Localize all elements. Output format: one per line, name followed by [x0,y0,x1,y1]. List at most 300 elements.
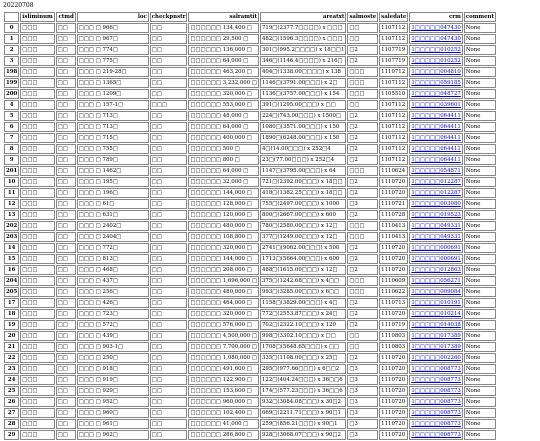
isliminum-cell: □□□ [20,56,54,66]
crm-cell[interactable] [409,364,462,374]
crm-cell[interactable] [409,419,462,429]
salmoste-cell: □2 [347,122,378,132]
crm-link[interactable]: 1□□□□□009084 [411,288,461,295]
ctmd-cell: □□ [56,45,76,55]
isliminum-cell: □□□ [20,265,54,275]
crm-link[interactable]: 1□□□□□008773 [411,376,461,383]
salmoste-cell: □□ [347,331,378,341]
ctmd-cell: □□ [56,342,76,352]
location-cell: □□□ □ 919□ [77,375,149,385]
crm-link[interactable]: 1□□□□□012863 [411,266,461,273]
comment-cell: None [464,199,496,209]
sale-date-cell: 1110728 [379,210,408,220]
table-row [4,320,496,330]
comment-cell: None [464,430,496,440]
area-cell: 932□(3084.08□□□) x 30□2 [260,397,346,407]
crm-cell[interactable] [409,430,462,440]
crm-link[interactable]: 1□□□□□010191 [411,299,461,306]
ctmd-cell: □□ [56,221,76,231]
ctmd-cell: □□ [56,254,76,264]
crm-cell[interactable] [409,100,462,110]
salmoste-cell: □2 [347,254,378,264]
sale-amount-cell: □□□□□□ 320,000 □ [188,243,259,253]
table-row [4,342,496,352]
salmoste-cell: □3 [347,419,378,429]
checkpnstr-cell: □□ [150,265,188,275]
comment-cell: None [464,188,496,198]
isliminum-cell: □□□ [20,177,54,187]
table-row [4,122,496,132]
area-cell: 721□(2392.00□□□) x 18□□ [260,177,346,187]
sale-date-cell: 1110803 [379,331,408,341]
table-row [4,419,496,429]
crm-link[interactable]: 1□□□□□008773 [411,398,461,405]
comment-cell: None [464,265,496,275]
comment-cell: None [464,210,496,220]
row-index: 19 [4,320,19,330]
salmoste-cell: □□□ [347,78,378,88]
crm-link[interactable]: 1□□□□□010252 [411,57,461,64]
area-cell: 418□(1382.25□□□) x 18□□ [260,188,346,198]
crm-link[interactable]: 1□□□□□003080 [411,200,461,207]
row-index: 4 [4,100,19,110]
salmoste-cell: □□□ [347,287,378,297]
crm-link[interactable]: 1□□□□□054871 [411,167,461,174]
area-cell: 488□(1615.00□□□) x 12□ [260,265,346,275]
area-cell: 1713□(5664.00□□□) x 600 [260,254,346,264]
crm-link[interactable]: 1□□□□□019523 [411,211,461,218]
crm-cell[interactable] [409,133,462,143]
checkpnstr-cell: □□ [150,320,188,330]
checkpnstr-cell: □□ [150,298,188,308]
salmoste-cell: □2 [347,111,378,121]
ctmd-cell: □□ [56,199,76,209]
crm-cell[interactable] [409,155,462,165]
crm-cell[interactable] [409,56,462,66]
sale-amount-cell: □□□□□□ 29,500 □ [188,34,259,44]
isliminum-cell: □□□ [20,133,54,143]
checkpnstr-cell: □□□ [150,100,188,110]
crm-link[interactable]: 1□□□□□064411 [411,123,461,130]
checkpnstr-cell: □□ [150,210,188,220]
crm-link[interactable]: 1□□□□□047430 [411,24,461,31]
area-cell: 993□(3285.00□□□) x 6□□ [260,287,346,297]
checkpnstr-cell: □□ [150,309,188,319]
crm-cell[interactable] [409,386,462,396]
crm-cell[interactable] [409,287,462,297]
crm-link[interactable]: 1□□□□□017389 [411,343,461,350]
sale-date-cell: 1110720 [379,430,408,440]
crm-cell[interactable] [409,34,462,44]
area-cell: 224□(743.00□□□) x 1500□ [260,111,346,121]
sale-date-cell: 1110720 [379,408,408,418]
sale-date-cell: 1110720 [379,188,408,198]
comment-cell: None [464,375,496,385]
checkpnstr-cell: □□ [150,122,188,132]
table-row [4,144,496,154]
sale-date-cell: 1110721 [379,199,408,209]
row-index: 203 [4,232,19,242]
salmoste-cell: □2 [347,309,378,319]
location-cell: □□□ □ 157-1□ [77,100,149,110]
crm-cell[interactable] [409,111,462,121]
crm-cell[interactable] [409,276,462,286]
location-cell: □□□ □ 715□ [77,133,149,143]
comment-cell: None [464,287,496,297]
sale-date-cell: 1107112 [379,78,408,88]
checkpnstr-cell: □□ [150,353,188,363]
table-row [4,177,496,187]
table-row [4,133,496,143]
isliminum-cell: □□□ [20,122,54,132]
isliminum-cell: □□□ [20,232,54,242]
crm-cell[interactable] [409,199,462,209]
crm-link[interactable]: 1□□□□□048727 [411,90,461,97]
table-row [4,364,496,374]
ctmd-cell: □□ [56,177,76,187]
crm-link[interactable]: 1□□□□□014038 [411,321,461,328]
crm-cell[interactable] [409,375,462,385]
data-table-container [3,11,497,441]
comment-cell: None [464,397,496,407]
crm-cell[interactable] [409,342,462,352]
sale-amount-cell: □□□□□□ 128,000 □ [188,199,259,209]
crm-cell[interactable] [409,78,462,88]
sale-amount-cell: □□□□□□ 144,000 □ [188,188,259,198]
crm-cell[interactable] [409,45,462,55]
crm-cell[interactable] [409,397,462,407]
crm-cell[interactable] [409,243,462,253]
row-index: 3 [4,56,19,66]
comment-cell: None [464,254,496,264]
data-table [3,11,497,441]
sale-date-cell: 1110803 [379,342,408,352]
isliminum-cell: □□□ [20,397,54,407]
salmoste-cell: □□ [347,100,378,110]
crm-cell[interactable] [409,298,462,308]
crm-link[interactable]: 1□□□□□056271 [411,277,461,284]
crm-link[interactable]: 1□□□□□000691 [411,255,461,262]
location-cell: □□□ □ 437□ [77,276,149,286]
crm-link[interactable]: 1□□□□□008773 [411,365,461,372]
column-header: saledate [379,12,408,22]
isliminum-cell: □□□ [20,199,54,209]
area-cell: 259□(856.21□□□) x 90□1 [260,419,346,429]
sale-amount-cell: □□□□□□ 960,000 □ [188,397,259,407]
location-cell: □□□ □ 755□ [77,144,149,154]
isliminum-cell: □□□ [20,430,54,440]
salmoste-cell: □□□ [347,232,378,242]
location-cell: □□□ □ 960□ [77,408,149,418]
sale-date-cell: 1107112 [379,155,408,165]
table-row [4,276,496,286]
sale-amount-cell: □□□□□□ 48,000 □ [188,111,259,121]
table-row [4,166,496,176]
ctmd-cell: □□ [56,397,76,407]
table-row [4,309,496,319]
table-row [4,188,496,198]
crm-cell[interactable] [409,177,462,187]
isliminum-cell: □□□ [20,287,54,297]
table-row [4,265,496,275]
row-index: 21 [4,342,19,352]
comment-cell: None [464,133,496,143]
checkpnstr-cell: □□ [150,342,188,352]
row-index: 23 [4,364,19,374]
area-cell: 772□(2553.87□□□) x 24□ [260,309,346,319]
location-cell: □□□ □ 1462□ [77,166,149,176]
row-index: 198 [4,67,19,77]
location-cell: □□□ □ 789□ [77,155,149,165]
crm-link[interactable]: 1□□□□□002260 [411,354,461,361]
comment-cell: None [464,166,496,176]
location-cell: □□□ □ 966□ [77,23,149,33]
crm-cell[interactable] [409,331,462,341]
comment-cell: None [464,342,496,352]
row-index: 22 [4,353,19,363]
ctmd-cell: □□ [56,243,76,253]
sale-date-cell: 1110720 [379,254,408,264]
location-cell: □□□ □ 1209□ [77,89,149,99]
location-cell: □□□ □ 961□ [77,419,149,429]
sale-date-cell: 1107112 [379,23,408,33]
ctmd-cell: □□ [56,78,76,88]
checkpnstr-cell: □□ [150,254,188,264]
crm-cell[interactable] [409,122,462,132]
sale-amount-cell: □□□□□□ 3,232,000 □ [188,78,259,88]
row-index: 26 [4,397,19,407]
ctmd-cell: □□ [56,100,76,110]
isliminum-cell: □□□ [20,144,54,154]
crm-cell[interactable] [409,221,462,231]
table-row [4,155,496,165]
crm-link[interactable]: 1□□□□□017389 [411,332,461,339]
ctmd-cell: □□ [56,122,76,132]
salmoste-cell: □2 [347,320,378,330]
crm-cell[interactable] [409,232,462,242]
area-cell: 755□(2497.00□□□) x 1000 [260,199,346,209]
salmoste-cell: □3 [347,430,378,440]
crm-cell[interactable] [409,408,462,418]
crm-link[interactable]: 1□□□□□008773 [411,420,461,427]
checkpnstr-cell: □□ [150,276,188,286]
crm-link[interactable]: 1□□□□□000691 [411,244,461,251]
checkpnstr-cell: □□ [150,78,188,88]
comment-cell: None [464,155,496,165]
comment-cell: None [464,56,496,66]
crm-cell[interactable] [409,144,462,154]
table-row [4,386,496,396]
crm-link[interactable]: 1□□□□□049331 [411,222,461,229]
salmoste-cell: □□ [347,34,378,44]
crm-link[interactable]: 1□□□□□012287 [411,189,461,196]
checkpnstr-cell: □□ [150,177,188,187]
crm-cell[interactable] [409,265,462,275]
sale-amount-cell: □□□□□□ 153,600 □ [188,386,259,396]
crm-link[interactable]: 1□□□□□059185 [411,79,461,86]
crm-cell[interactable] [409,188,462,198]
crm-link[interactable]: 1□□□□□008773 [411,387,461,394]
comment-cell: None [464,221,496,231]
ctmd-cell: □□ [56,408,76,418]
ctmd-cell: □□ [56,298,76,308]
location-cell: □□□ □ 468□ [77,265,149,275]
sale-date-cell: 1110720 [379,364,408,374]
location-cell: □□□ □ 426□ [77,298,149,308]
crm-link[interactable]: 1□□□□□008773 [411,409,461,416]
sale-date-cell: 1105510 [379,89,408,99]
ctmd-cell: □□ [56,331,76,341]
area-cell: 928□(3068.07□□□) x 90□2 [260,430,346,440]
area-cell: 800□(2667.00□□□) x 600 [260,210,346,220]
location-cell: □□□ □ 918□ [77,364,149,374]
salmoste-cell: □3 [347,199,378,209]
location-cell: □□□ □ 713□ [77,122,149,132]
crm-link[interactable]: 1□□□□□047430 [411,35,461,42]
checkpnstr-cell: □□ [150,67,188,77]
column-header: salramtit [188,12,259,22]
salmoste-cell: □2 [347,144,378,154]
checkpnstr-cell: □□ [150,408,188,418]
sale-amount-cell: □□□□□□ 136,000 □ [188,45,259,55]
crm-cell[interactable] [409,166,462,176]
location-cell: □□□ □ 903-1□ [77,342,149,352]
crm-link[interactable]: 1□□□□□010252 [411,46,461,53]
crm-link[interactable]: 1□□□□□004810 [411,68,461,75]
isliminum-cell: □□□ [20,155,54,165]
location-cell: □□□ □ 256□ [77,287,149,297]
table-row [4,397,496,407]
area-cell: 780□(2580.00□□□) x 12□ [260,221,346,231]
table-row [4,243,496,253]
sale-amount-cell: □□□□□□ 320,000 □ [188,89,259,99]
ctmd-cell: □□ [56,111,76,121]
table-header-row [4,12,496,22]
area-cell: 174□(577.23□□□) x 36□□6 [260,386,346,396]
comment-cell: None [464,408,496,418]
sale-date-cell: 1107112 [379,144,408,154]
salmoste-cell: □2 [347,243,378,253]
area-cell: 998□(3302.10□□□) x □□ [260,331,346,341]
ctmd-cell: □□ [56,287,76,297]
table-row [4,56,496,66]
sale-amount-cell: □□□□□□ 400,000 □ [188,133,259,143]
checkpnstr-cell: □□ [150,23,188,33]
checkpnstr-cell: □□ [150,419,188,429]
checkpnstr-cell: □□ [150,111,188,121]
sale-amount-cell: □□□□□□ 32,000 □ [188,177,259,187]
crm-link[interactable]: 1□□□□□064411 [411,145,461,152]
isliminum-cell: □□□ [20,210,54,220]
sale-amount-cell: □□□□□□ 800 □ [188,155,259,165]
sale-amount-cell: □□□□□□ 64,000 □ [188,122,259,132]
area-cell: 1147□(3795.00□□□) x 64 [260,166,346,176]
sale-amount-cell: □□□□□□ 208,000 □ [188,265,259,275]
checkpnstr-cell: □□ [150,45,188,55]
crm-cell[interactable] [409,309,462,319]
sale-amount-cell: □□□□□□ 4,500,000 □ [188,331,259,341]
ctmd-cell: □□ [56,89,76,99]
location-cell: □□□ □ 61□ [77,199,149,209]
crm-cell[interactable] [409,23,462,33]
area-cell: 335□(1108.00□□□) x 25□ [260,353,346,363]
comment-cell: None [464,67,496,77]
isliminum-cell: □□□ [20,111,54,121]
sale-amount-cell: □□□□□□ 7,700,000 □ [188,342,259,352]
crm-cell[interactable] [409,89,462,99]
location-cell: □□□ □ 920□ [77,386,149,396]
comment-cell: None [464,89,496,99]
sale-amount-cell: □□□□□□ 286,800 □ [188,430,259,440]
sale-amount-cell: □□□□□□ 576,000 □ [188,320,259,330]
comment-cell: None [464,122,496,132]
comment-cell: None [464,364,496,374]
ctmd-cell: □□ [56,23,76,33]
crm-link[interactable]: 1□□□□□039601 [411,101,461,108]
column-header: salmoste [347,12,378,22]
column-header: checkpnstr [150,12,188,22]
isliminum-cell: □□□ [20,320,54,330]
salmoste-cell: □2 [347,210,378,220]
area-cell: 122□(404.24□□□) x 36□□6 [260,375,346,385]
sale-amount-cell: □□□□□□ 122,900 □ [188,375,259,385]
location-cell: □□□ □ 967□ [77,34,149,44]
row-index: 14 [4,243,19,253]
isliminum-cell: □□□ [20,353,54,363]
checkpnstr-cell: □□ [150,188,188,198]
row-index: 25 [4,386,19,396]
checkpnstr-cell: □□ [150,199,188,209]
location-cell: □□□ □ 772□ [77,243,149,253]
location-cell: □□□ □ 439□ [77,331,149,341]
salmoste-cell: □3 [347,397,378,407]
row-index: 204 [4,276,19,286]
comment-cell: None [464,177,496,187]
table-row [4,67,496,77]
comment-cell: None [464,111,496,121]
crm-cell[interactable] [409,254,462,264]
salmoste-cell: □2 [347,155,378,165]
crm-cell[interactable] [409,210,462,220]
isliminum-cell: □□□ [20,419,54,429]
table-body [4,23,496,440]
crm-link[interactable]: 1□□□□□012287 [411,178,461,185]
checkpnstr-cell: □□ [150,331,188,341]
crm-cell[interactable] [409,320,462,330]
isliminum-cell: □□□ [20,254,54,264]
crm-cell[interactable] [409,353,462,363]
crm-link[interactable]: 1□□□□□049331 [411,233,461,240]
checkpnstr-cell: □□ [150,232,188,242]
crm-link[interactable]: 1□□□□□010214 [411,310,461,317]
row-index: 24 [4,375,19,385]
crm-link[interactable]: 1□□□□□064411 [411,156,461,163]
sale-date-cell: 1107112 [379,34,408,44]
checkpnstr-cell: □□ [150,397,188,407]
crm-cell[interactable] [409,67,462,77]
table-row [4,100,496,110]
ctmd-cell: □□ [56,56,76,66]
location-cell: □□□ □ 813□ [77,254,149,264]
crm-link[interactable]: 1□□□□□064411 [411,134,461,141]
comment-cell: None [464,298,496,308]
crm-link[interactable]: 1□□□□□064411 [411,112,461,119]
area-cell: 404□(1338.00□□□□) x 138 [260,67,346,77]
crm-link[interactable]: 1□□□□□008773 [411,431,461,438]
row-index: 6 [4,122,19,132]
column-header: crm [409,12,462,22]
checkpnstr-cell: □□ [150,166,188,176]
